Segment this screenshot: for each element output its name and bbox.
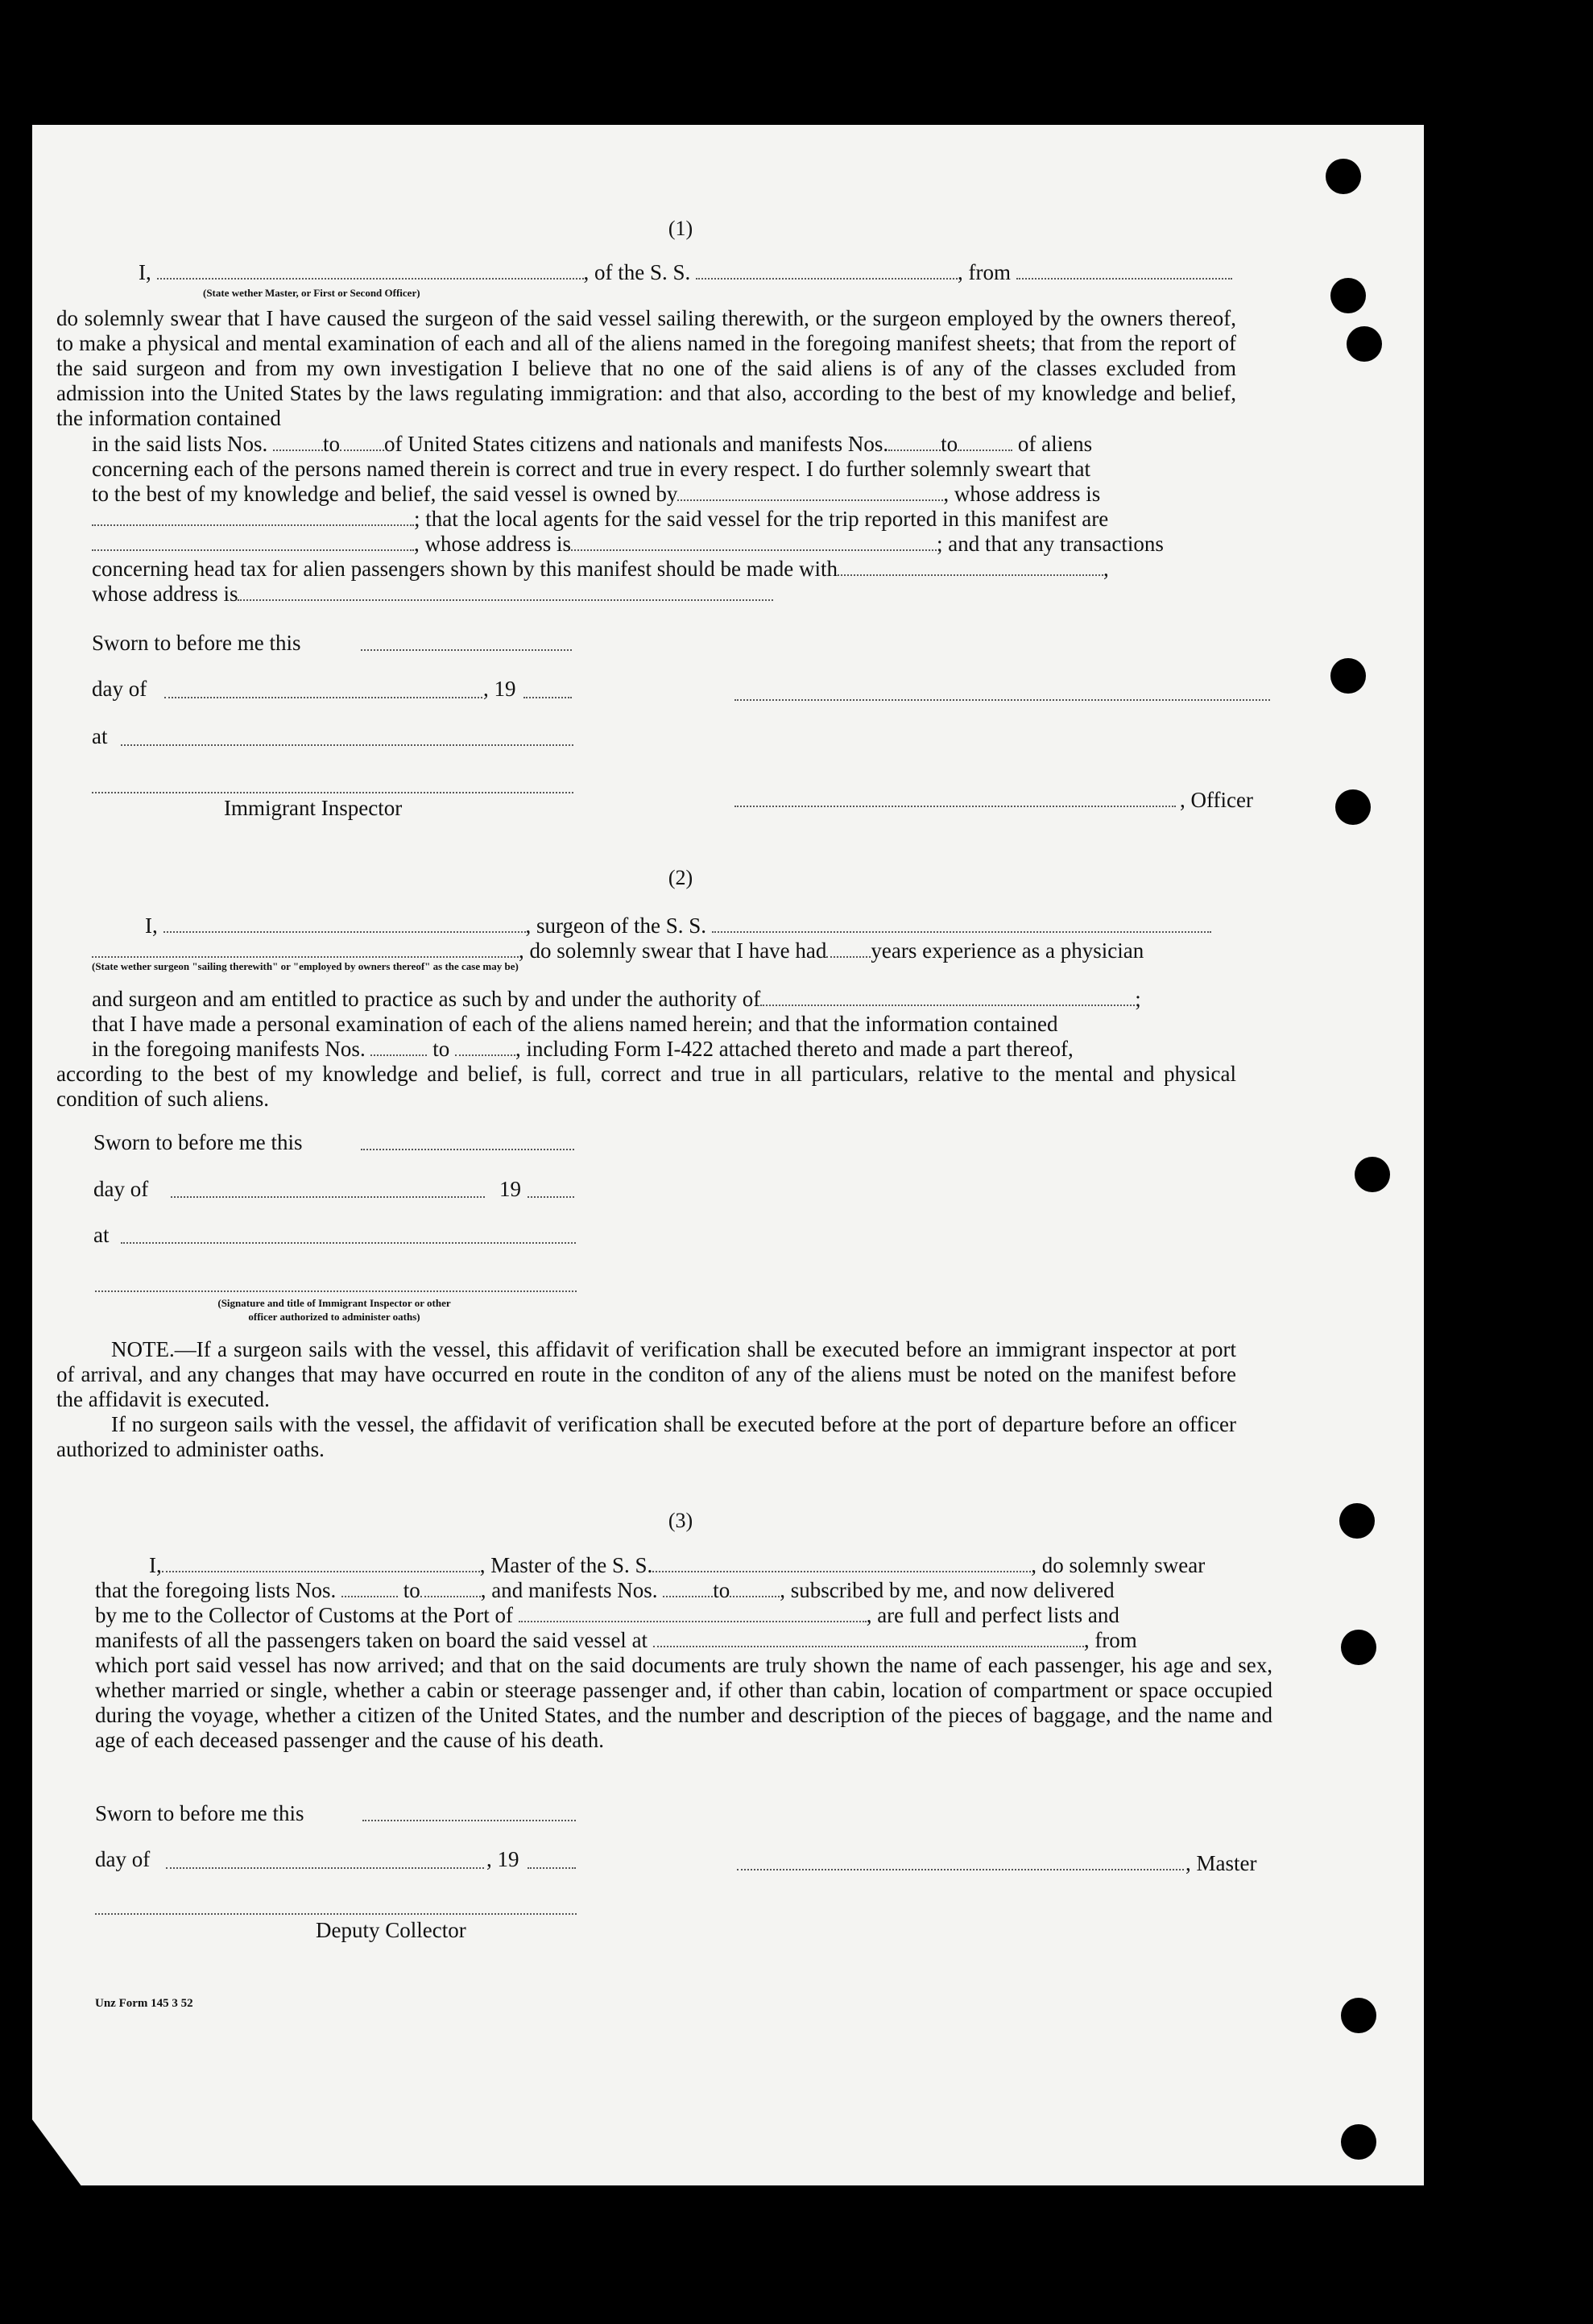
s3-boarding-port-field[interactable] — [653, 1645, 1084, 1647]
years-experience-field[interactable] — [826, 955, 871, 958]
authority-field[interactable] — [760, 1004, 1135, 1006]
s2-paragraph-end: according to the best of my knowledge and belief, is full, correct and true in all particulars, relative to the mental and physical condition of such aliens. — [56, 1062, 1236, 1111]
s3-master-sign-line[interactable] — [737, 1869, 1184, 1870]
s1-line-1 — [139, 260, 1232, 285]
s2-signature-line[interactable] — [95, 1290, 577, 1292]
s1-at-label: at — [92, 724, 108, 748]
s2-vessel-field[interactable] — [712, 930, 1211, 933]
punch-hole — [1335, 789, 1371, 825]
owner-address-field[interactable] — [92, 524, 414, 526]
s3-line-3: by me to the Collector of Customs at the Port of , are full and perfect lists and — [95, 1603, 1119, 1627]
punch-hole — [1355, 1157, 1390, 1192]
s2-at-label: at — [93, 1223, 110, 1247]
s2-sworn-date-field[interactable] — [361, 1149, 574, 1150]
s2-note-1: NOTE.—If a surgeon sails with the vessel, this affidavit of verification shall be executed before an immigrant inspector at port of arrival, and any changes that may have occurred en route in the conditon of any of the aliens must be noted on the manifest before the affidavit is executed. — [56, 1337, 1236, 1411]
punch-hole — [1326, 159, 1361, 194]
lists-from-field[interactable] — [273, 449, 323, 451]
s2-sig-caption-2: officer authorized to administer oaths) — [248, 1311, 420, 1323]
s2-sworn-label: Sworn to before me this — [93, 1130, 303, 1154]
s2-authority-line: and surgeon and am entitled to practice as such by and under the authority of ; — [92, 987, 1141, 1011]
s1-caption: (State wether Master, or First or Second Officer) — [203, 287, 420, 299]
s1-paragraph: do solemnly swear that I have caused the surgeon of the said vessel sailing therewith, or the surgeon employed by the owners thereof, to make a physical and mental examination of each and all of the aliens named in the foregoing manifest sheets; that from the report of the said surgeon and from my own investigation I believe that no one of the said aliens is of any of the classes excluded from admission into the United States by the laws regulating immigration: and that also, according to the best of my knowledge and belief, the information contained — [56, 306, 1236, 430]
s2-dayof-label: day of — [93, 1177, 149, 1201]
surgeon-name-field[interactable] — [163, 930, 526, 933]
s2-line-1: I, , surgeon of the S. S. — [145, 913, 1211, 938]
section-3-number: (3) — [668, 1509, 693, 1532]
vessel-name-field[interactable] — [696, 277, 958, 280]
s2-manifests-line: in the foregoing manifests Nos. to , including Form I-422 attached thereto and made a part thereof, — [92, 1037, 1074, 1061]
s3-manifests-from-field[interactable] — [663, 1595, 713, 1597]
s3-sworn-date-field[interactable] — [362, 1820, 576, 1821]
headtax-address-field[interactable] — [238, 599, 773, 601]
s1-i-label: I, — [139, 260, 151, 284]
s1-lists-line: in the said lists Nos. to of United States citizens and nationals and manifests Nos. to of aliens — [92, 432, 1093, 456]
s1-officer-sign-line[interactable] — [734, 806, 1176, 807]
s1-inspector-label: Immigrant Inspector — [224, 796, 403, 820]
from-port-field[interactable] — [1016, 277, 1232, 280]
manifests-from-field[interactable] — [888, 449, 941, 451]
s2-manifests-from-field[interactable] — [370, 1054, 427, 1056]
s3-line-2: that the foregoing lists Nos. to , and manifests Nos. to , subscribed by me, and now delivered — [95, 1578, 1115, 1602]
punch-hole — [1330, 658, 1366, 694]
s3-paragraph: which port said vessel has now arrived; and that on the said documents are truly shown the name of each passenger, his age and sex, whether married or single, whether a cabin or steerage passenger and, if other than cabin, location of compartment or space occupied during the voyage, whether a citizen of the United States, and the number and description of the pieces of baggage, and the name and age of each deceased passenger and the cause of his death. — [95, 1653, 1272, 1752]
s1-headtax-line: concerning head tax for alien passengers shown by this manifest should be made with , — [92, 557, 1109, 581]
punch-hole — [1341, 1630, 1376, 1665]
s2-examination-line: that I have made a personal examination of each of the aliens named herein; and that the information contained — [92, 1012, 1058, 1036]
s3-sworn-label: Sworn to before me this — [95, 1801, 304, 1825]
punch-hole — [1341, 2124, 1376, 2160]
s3-lists-from-field[interactable] — [341, 1595, 398, 1597]
owner-field[interactable] — [677, 499, 943, 501]
punch-hole — [1339, 1503, 1375, 1539]
agents-field[interactable] — [92, 549, 414, 551]
s2-manifests-to-field[interactable] — [455, 1054, 515, 1056]
s3-vessel-field[interactable] — [652, 1570, 1031, 1572]
s1-from-label: , from — [958, 260, 1011, 284]
s3-master-label: , Master — [1185, 1851, 1257, 1875]
s1-sworn-date-field[interactable] — [361, 649, 572, 651]
s1-day-field[interactable] — [164, 697, 482, 698]
s3-port-field[interactable] — [519, 1620, 867, 1622]
s1-year-label: , 19 — [483, 677, 516, 701]
s1-ofss-label: , of the S. S. — [583, 260, 691, 284]
s1-concerning-line: concerning each of the persons named therein is correct and true in every respect. I do further solemnly sweart that — [92, 457, 1091, 481]
form-number: Unz Form 145 3 52 — [95, 1997, 193, 2010]
s3-line-4: manifests of all the passengers taken on board the said vessel at , from — [95, 1628, 1137, 1652]
s3-year-field[interactable] — [528, 1867, 576, 1869]
s1-inspector-sign-line[interactable] — [92, 792, 573, 793]
s3-year-label: , 19 — [486, 1847, 519, 1871]
s1-whose-line: , whose address is ; and that any transactions — [92, 532, 1164, 557]
s1-owned-line: to the best of my knowledge and belief, the said vessel is owned by , whose address is — [92, 482, 1101, 506]
s2-caption: (State wether surgeon "sailing therewith" or "employed by owners thereof" as the case may be) — [92, 960, 519, 972]
s3-lists-to-field[interactable] — [420, 1595, 481, 1597]
s2-line-2: , do solemnly swear that I have had years experience as a physician — [92, 938, 1144, 963]
manifests-to-field[interactable] — [958, 449, 1012, 451]
s3-dayof-label: day of — [95, 1847, 151, 1871]
s3-manifests-to-field[interactable] — [730, 1595, 780, 1597]
headtax-field[interactable] — [838, 574, 1103, 576]
s1-sworn-label: Sworn to before me this — [92, 631, 301, 655]
s2-note-2: If no surgeon sails with the vessel, the affidavit of verification shall be executed before at the port of departure before an officer authorized to administer oaths. — [56, 1412, 1236, 1461]
s3-collector-label: Deputy Collector — [316, 1918, 466, 1942]
s3-day-field[interactable] — [166, 1867, 484, 1869]
s3-collector-sign-line[interactable] — [95, 1913, 577, 1915]
s1-dayof-label: day of — [92, 677, 147, 701]
punch-hole — [1347, 326, 1382, 362]
s2-at-field[interactable] — [121, 1242, 576, 1244]
s3-master-name-field[interactable] — [162, 1570, 480, 1572]
s3-line-1: I, , Master of the S. S. , do solemnly swear — [149, 1553, 1206, 1577]
s1-at-field[interactable] — [121, 744, 573, 746]
s2-year-field[interactable] — [528, 1196, 574, 1198]
s2-sig-caption-1: (Signature and title of Immigrant Inspector or other — [217, 1297, 451, 1309]
officer-title-field[interactable] — [157, 277, 584, 280]
section-1-number: (1) — [668, 217, 693, 240]
s1-agents-line: ; that the local agents for the said vessel for the trip reported in this manifest are — [92, 507, 1108, 532]
agents-address-field[interactable] — [571, 549, 937, 551]
lists-to-field[interactable] — [340, 449, 384, 451]
surgeon-status-field[interactable] — [92, 955, 519, 958]
punch-hole — [1341, 1998, 1376, 2033]
s1-signature-field[interactable] — [734, 699, 1270, 701]
s2-year-label: 19 — [499, 1177, 521, 1201]
s1-year-field[interactable] — [523, 697, 572, 698]
section-2-number: (2) — [668, 866, 693, 889]
s1-last-line: whose address is — [92, 582, 773, 607]
s2-day-field[interactable] — [171, 1196, 485, 1198]
punch-hole — [1330, 278, 1366, 313]
s1-officer-label: , Officer — [1180, 788, 1253, 812]
